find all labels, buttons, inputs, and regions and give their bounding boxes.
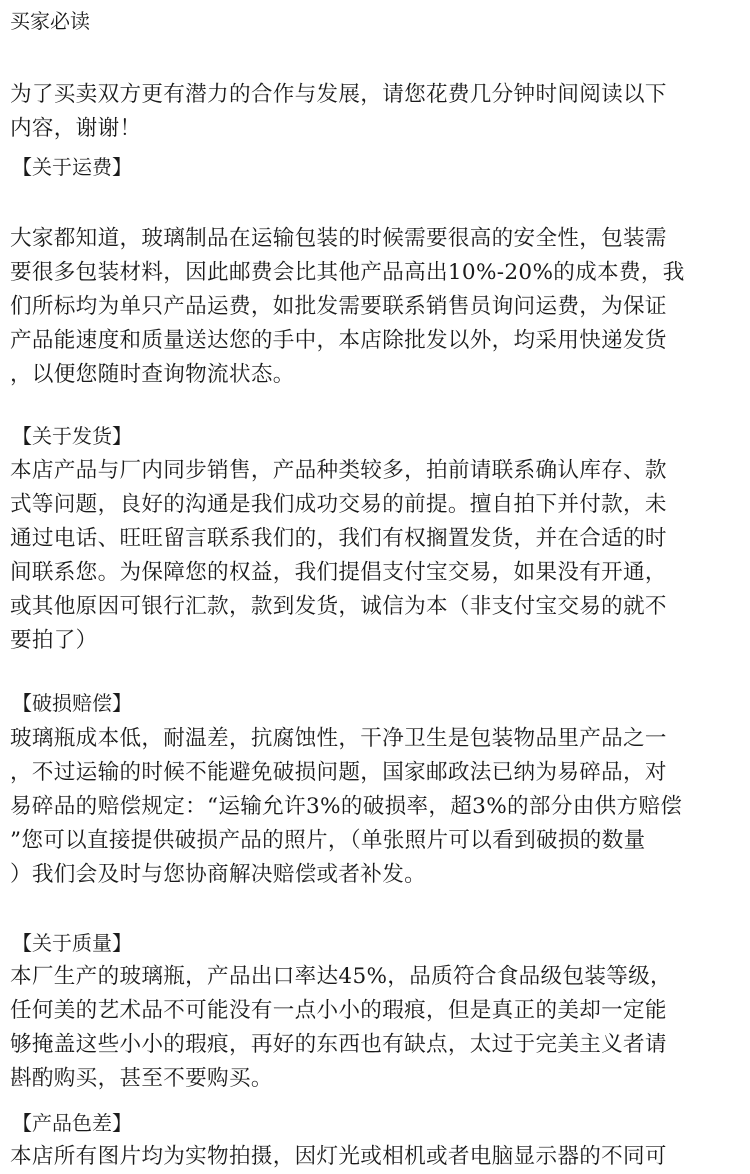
paragraph-line: 们所标均为单只产品运费，如批发需要联系销售员询问运费，为保证 (10, 294, 667, 319)
paragraph-line: ”您可以直接提供破损产品的照片，（单张照片可以看到破损的数量 (10, 828, 646, 853)
section-body-delivery (10, 454, 740, 658)
paragraph-line: 本店产品与厂内同步销售，产品种类较多，拍前请联系确认库存、款 (10, 458, 667, 483)
paragraph-line: 玻璃瓶成本低，耐温差，抗腐蚀性，干净卫生是包装物品里产品之一 (10, 726, 667, 751)
intro-line: 为了买卖双方更有潜力的合作与发展，请您花费几分钟时间阅读以下 (10, 82, 667, 107)
section-heading-color: 【产品色差】 (12, 1111, 132, 1135)
page-title: 买家必读 (10, 9, 90, 33)
paragraph-line: 易碎品的赔偿规定：“运输允许3%的破损率，超3%的部分由供方赔偿 (10, 794, 683, 819)
paragraph-line: ）我们会及时与您协商解决赔偿或者补发。 (10, 862, 426, 887)
paragraph-line: ，以便您随时查询物流状态。 (10, 362, 295, 387)
paragraph-line: 大家都知道，玻璃制品在运输包装的时候需要很高的安全性，包装需 (10, 226, 667, 251)
section-body-shipping (10, 222, 740, 392)
paragraph-line: 够掩盖这些小小的瑕痕，再好的东西也有缺点，太过于完美主义者请 (10, 1032, 667, 1057)
section-heading-quality: 【关于质量】 (12, 931, 132, 955)
section-heading-delivery: 【关于发货】 (12, 424, 132, 448)
section-heading-damage: 【破损赔偿】 (12, 691, 132, 715)
paragraph-line: ，不过运输的时候不能避免破损问题，国家邮政法已纳为易碎品，对 (10, 760, 667, 785)
paragraph-line: 产品能速度和质量送达您的手中，本店除批发以外，均采用快递发货 (10, 328, 667, 353)
section-body-color (10, 1140, 740, 1174)
section-heading-shipping: 【关于运费】 (12, 155, 132, 179)
paragraph-line: 本店所有图片均为实物拍摄，因灯光或相机或者电脑显示器的不同可 (10, 1144, 667, 1169)
paragraph-line: 要拍了） (10, 628, 98, 653)
paragraph-line: 或其他原因可银行汇款，款到发货，诚信为本（非支付宝交易的就不 (10, 594, 667, 619)
paragraph-line: 通过电话、旺旺留言联系我们的，我们有权搁置发货，并在合适的时 (10, 526, 667, 551)
section-body-quality (10, 960, 740, 1096)
paragraph-line: 斟酌购买，甚至不要购买。 (10, 1066, 273, 1091)
section-body-damage (10, 722, 740, 892)
intro-paragraph (10, 78, 740, 146)
paragraph-line: 任何美的艺术品不可能没有一点小小的瑕痕，但是真正的美却一定能 (10, 998, 667, 1023)
paragraph-line: 要很多包装材料，因此邮费会比其他产品高出10%-20%的成本费，我 (10, 260, 685, 285)
paragraph-line: 间联系您。为保障您的权益，我们提倡支付宝交易，如果没有开通， (10, 560, 667, 585)
paragraph-line: 本厂生产的玻璃瓶，产品出口率达45%，品质符合食品级包装等级， (10, 964, 672, 989)
paragraph-line: 式等问题，良好的沟通是我们成功交易的前提。擅自拍下并付款，未 (10, 492, 667, 517)
intro-line: 内容，谢谢！ (10, 116, 142, 141)
